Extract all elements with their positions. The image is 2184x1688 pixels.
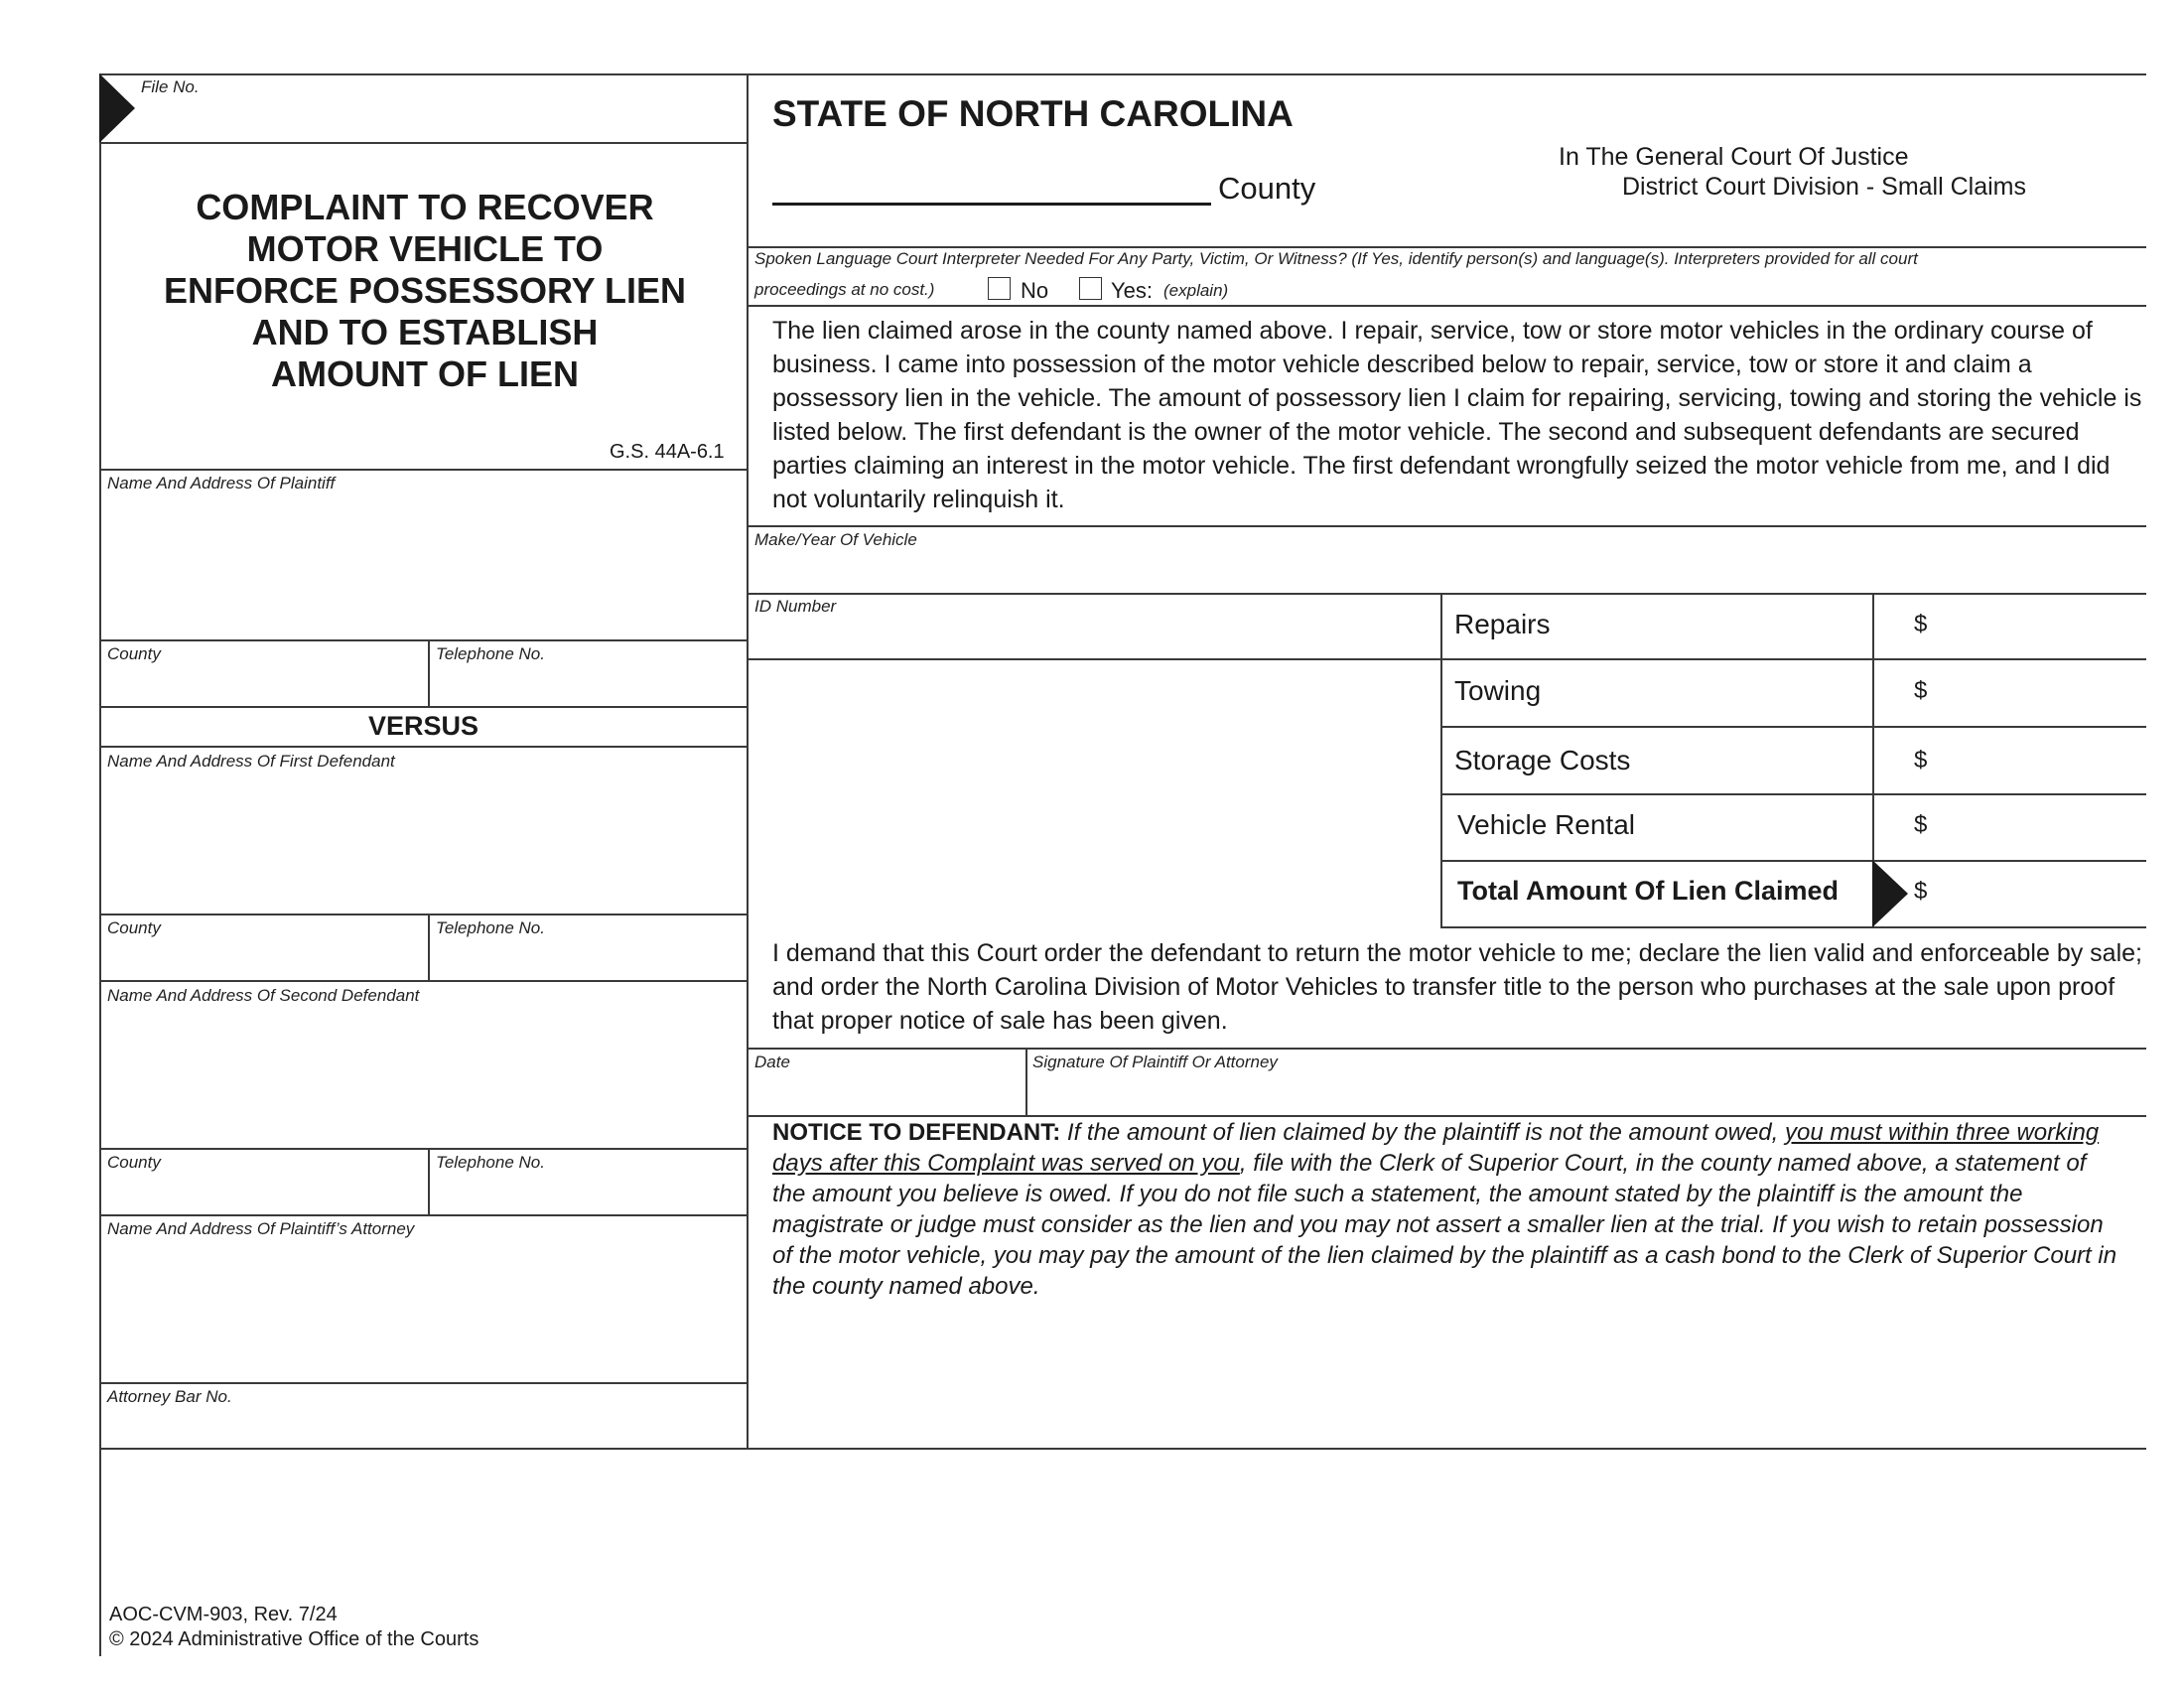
demand-statement: I demand that this Court order the defendant to return the motor vehicle to me; declare the lien valid and enforceable by sale; and order the North Carolina Division of Motor Vehicles to transfer title to the person who purchases at the sale upon proof that proper notice of sale has been given. <box>772 939 2142 1035</box>
rental-amount-input[interactable] <box>1934 806 2141 852</box>
defendant1-county-divider <box>99 980 748 982</box>
first-defendant-input[interactable] <box>107 774 743 912</box>
repairs-dollar: $ <box>1914 611 1928 637</box>
plaintiff-county-input[interactable] <box>107 667 427 703</box>
id-number-label: ID Number <box>754 597 837 616</box>
towing-divider <box>1440 726 2146 728</box>
notice-part-2: , file with the Clerk of Superior Court, in the county named above, a statement of the amount you believe is owed. If you do not file such a statement, the amount stated by the plaintiff is the amount the magistrate or judge must consider as the lien and you may not assert a smaller lien at the trial. If you wish to retain possession of the motor vehicle, you may pay the amount of the lien claimed by the plaintiff as a cash bond to the Clerk of Superior Court in the county named above. <box>772 1150 2117 1300</box>
title-divider <box>99 469 748 471</box>
plaintiff-input[interactable] <box>107 496 743 637</box>
towing-label: Towing <box>1454 675 1542 706</box>
defendant1-telephone-input[interactable] <box>436 941 744 977</box>
title-line-5: AMOUNT OF LIEN <box>271 353 579 394</box>
interpreter-question-cont: proceedings at no cost.) <box>754 280 935 299</box>
defendant2-divider <box>99 1148 748 1150</box>
court-line-1: In The General Court Of Justice <box>1559 143 1909 171</box>
storage-divider <box>1440 793 2146 795</box>
rental-divider <box>1440 860 2146 862</box>
defendant1-telephone-label: Telephone No. <box>436 918 545 937</box>
interpreter-explain: (explain) <box>1163 281 1229 300</box>
interpreter-yes-checkbox[interactable] <box>1079 277 1102 300</box>
county-tel-divider-2 <box>428 914 430 980</box>
defendant2-telephone-input[interactable] <box>436 1176 744 1211</box>
repairs-amount-input[interactable] <box>1934 606 2141 651</box>
state-heading: STATE OF NORTH CAROLINA <box>772 93 1294 134</box>
total-arrow-icon <box>1872 860 1908 927</box>
repairs-divider <box>1440 658 2146 660</box>
county-tel-divider-1 <box>428 639 430 706</box>
cost-left-divider <box>1440 593 1442 927</box>
county-tel-divider-3 <box>428 1148 430 1214</box>
rental-dollar: $ <box>1914 811 1928 838</box>
county-name-input[interactable] <box>772 167 1211 206</box>
title-line-4: AND TO ESTABLISH <box>251 312 599 352</box>
bar-no-input[interactable] <box>107 1410 743 1446</box>
towing-dollar: $ <box>1914 677 1928 704</box>
file-no-label: File No. <box>141 77 200 96</box>
header-divider <box>747 246 2146 248</box>
title-line-2: MOTOR VEHICLE TO <box>246 228 604 269</box>
id-divider <box>747 658 1441 660</box>
first-defendant-label: Name And Address Of First Defendant <box>107 752 395 771</box>
form-number: AOC-CVM-903, Rev. 7/24 <box>109 1604 338 1625</box>
bar-no-label: Attorney Bar No. <box>107 1387 232 1406</box>
title-line-3: ENFORCE POSSESSORY LIEN <box>163 270 687 311</box>
attorney-divider <box>99 1382 748 1384</box>
statement-divider <box>747 525 2146 527</box>
total-amount-input[interactable] <box>1934 873 2141 918</box>
title-line-1: COMPLAINT TO RECOVER <box>196 187 654 227</box>
notice-heading: NOTICE TO DEFENDANT: <box>772 1119 1061 1146</box>
defendant1-county-label: County <box>107 918 161 937</box>
defendant1-divider <box>99 914 748 915</box>
top-border <box>99 73 2146 75</box>
file-no-arrow-icon <box>99 73 135 143</box>
plaintiff-county-label: County <box>107 644 161 663</box>
attorney-label: Name And Address Of Plaintiff’s Attorney <box>107 1219 415 1238</box>
attorney-input[interactable] <box>107 1242 743 1380</box>
county-label: County <box>1218 171 1316 206</box>
file-no-input[interactable] <box>141 99 741 139</box>
defendant1-county-input[interactable] <box>107 941 427 977</box>
date-input[interactable] <box>754 1075 1023 1111</box>
versus-top-divider <box>99 706 748 708</box>
bottom-border <box>99 1448 2146 1450</box>
total-label: Total Amount Of Lien Claimed <box>1457 876 1839 906</box>
plaintiff-label: Name And Address Of Plaintiff <box>107 474 336 492</box>
signature-input[interactable] <box>1032 1075 2143 1111</box>
versus-bottom-divider <box>99 746 748 748</box>
interpreter-question: Spoken Language Court Interpreter Needed For Any Party, Victim, Or Witness? (If Yes, identify person(s) and language(s). Interpreters provided for all court <box>754 249 1918 268</box>
notice-underlined: you must within three working days after this Complaint was served on you <box>772 1119 2100 1177</box>
date-label: Date <box>754 1053 790 1071</box>
left-border <box>99 73 101 1656</box>
total-divider <box>1440 926 2146 928</box>
signature-label: Signature Of Plaintiff Or Attorney <box>1032 1053 1278 1071</box>
notice-to-defendant <box>772 1117 2122 1302</box>
plaintiff-divider <box>99 639 748 641</box>
id-number-input[interactable] <box>754 620 1438 655</box>
defendant2-county-input[interactable] <box>107 1176 427 1211</box>
defendant2-county-divider <box>99 1214 748 1216</box>
demand-divider <box>747 1048 2146 1050</box>
lien-statement: The lien claimed arose in the county named above. I repair, service, tow or store motor vehicles in the ordinary course of business. I came into possession of the motor vehicle described below to repair, service, tow or store it and claim a possessory lien in the vehicle. The amount of possessory lien I claim for repairing, servicing, towing and storing the vehicle is listed below. The first defendant is the owner of the motor vehicle. The second and subsequent defendants are secured parties claiming an interest in the motor vehicle. The first defendant wrongfully seized the motor vehicle from me, and I did not voluntarily relinquish it. <box>772 317 2142 513</box>
interpreter-no-checkbox[interactable] <box>988 277 1011 300</box>
storage-label: Storage Costs <box>1454 745 1631 775</box>
total-dollar: $ <box>1914 878 1928 905</box>
plaintiff-telephone-label: Telephone No. <box>436 644 545 663</box>
make-year-input[interactable] <box>754 553 2143 591</box>
court-line-2: District Court Division - Small Claims <box>1622 173 2026 201</box>
plaintiff-telephone-input[interactable] <box>436 667 744 703</box>
interpreter-divider <box>747 305 2146 307</box>
towing-amount-input[interactable] <box>1934 672 2141 718</box>
interpreter-no-label: No <box>1021 278 1049 303</box>
form-title <box>102 187 748 395</box>
date-sig-divider <box>1025 1048 1027 1115</box>
storage-dollar: $ <box>1914 747 1928 774</box>
defendant2-telephone-label: Telephone No. <box>436 1153 545 1172</box>
make-year-label: Make/Year Of Vehicle <box>754 530 917 549</box>
second-defendant-label: Name And Address Of Second Defendant <box>107 986 420 1005</box>
notice-part-1: If the amount of lien claimed by the plaintiff is not the amount owed, <box>1066 1119 1779 1146</box>
file-no-divider <box>99 142 748 144</box>
make-divider <box>747 593 2146 595</box>
copyright: © 2024 Administrative Office of the Courts <box>109 1628 479 1650</box>
statute: G.S. 44A-6.1 <box>610 441 725 463</box>
interpreter-yes-label: Yes: <box>1111 278 1154 303</box>
rental-label: Vehicle Rental <box>1457 809 1636 840</box>
versus-heading: VERSUS <box>367 711 479 741</box>
repairs-label: Repairs <box>1454 609 1551 639</box>
second-defendant-input[interactable] <box>107 1009 743 1146</box>
defendant2-county-label: County <box>107 1153 161 1172</box>
storage-amount-input[interactable] <box>1934 740 2141 785</box>
